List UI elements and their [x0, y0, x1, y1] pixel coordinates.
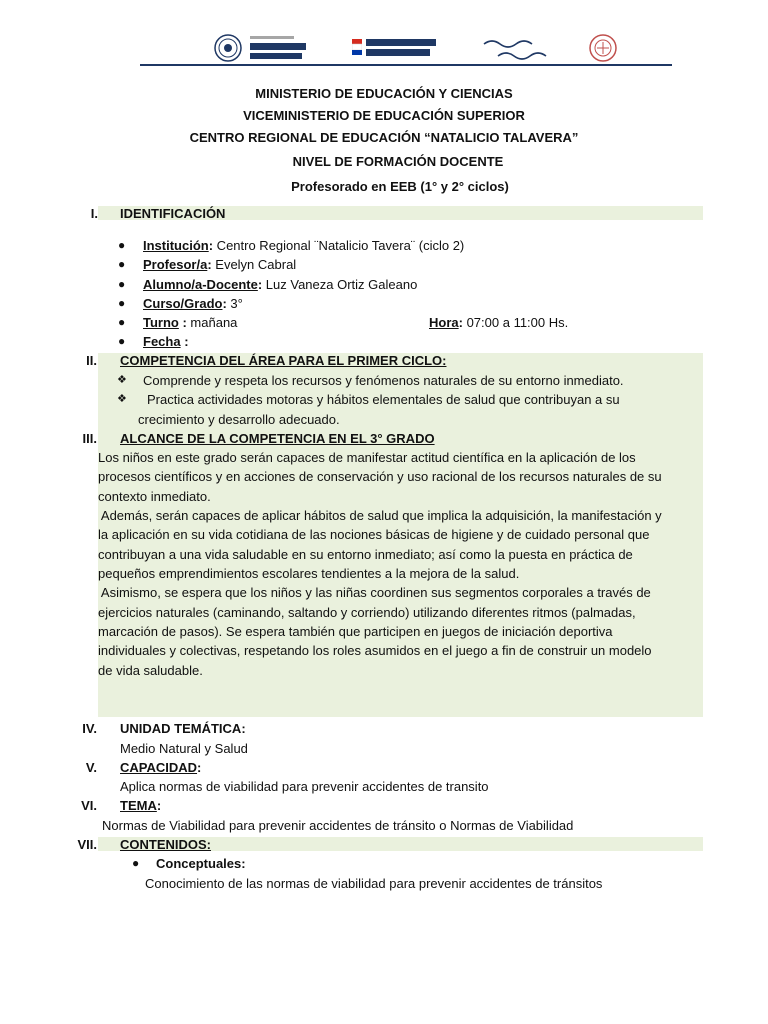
section-7-number: VII.: [77, 837, 97, 852]
paragraph-line: contribuyan a una vida saludable en su entorno inmediato; así como la puesta en práctica de: [98, 547, 633, 562]
header-rule: [140, 64, 672, 66]
section-7-text: Conocimiento de las normas de viabilidad para prevenir accidentes de tránsitos: [145, 876, 603, 891]
item-label: Hora: [429, 315, 459, 330]
title-viceministry: VICEMINISTERIO DE EDUCACIÓN SUPERIOR: [243, 108, 525, 123]
section-7-subheading: Conceptuales:: [156, 856, 246, 871]
paragraph-line: ejercicios naturales (caminando, saltando y corriendo) utilizando diferentes ritmos (palmadas,: [98, 605, 636, 620]
paragraph-line: Los niños en este grado serán capaces de manifestar actitud científica en la aplicación de los: [98, 450, 636, 465]
bullet-icon: ●: [118, 257, 126, 271]
paraguay-seal-icon: [210, 34, 246, 62]
title-profesorado: Profesorado en EEB (1° y 2° ciclos): [291, 179, 509, 194]
bullet-icon: ●: [118, 277, 126, 291]
section-5-text: Aplica normas de viabilidad para prevenir accidentes de transito: [120, 779, 489, 794]
competencia-item-1: Comprende y respeta los recursos y fenómenos naturales de su entorno inmediato.: [143, 373, 624, 388]
section-6-text: Normas de Viabilidad para prevenir accidentes de tránsito o Normas de Viabilidad: [102, 818, 574, 833]
diamond-bullet-icon: ❖: [117, 374, 127, 386]
item-label: Turno: [143, 315, 179, 330]
paragraph-line: de vida saludable.: [98, 663, 203, 678]
section-3-number: III.: [82, 431, 97, 446]
bullet-icon: ●: [118, 334, 126, 348]
item-value: 3°: [226, 296, 243, 311]
institution-seal-icon: [584, 33, 622, 63]
section-7-heading: CONTENIDOS:: [120, 837, 211, 852]
bullet-icon: ●: [118, 238, 126, 252]
hora-field: Hora: 07:00 a 11:00 Hs.: [429, 315, 569, 330]
bullet-icon: ●: [118, 296, 126, 310]
title-nivel: NIVEL DE FORMACIÓN DOCENTE: [292, 154, 504, 169]
bullet-icon: ●: [132, 856, 140, 870]
section-6-number: VI.: [81, 798, 97, 813]
section-5-heading: CAPACIDAD: [120, 760, 198, 775]
item-label: Institución: [143, 238, 209, 253]
item-label: Profesor/a: [143, 257, 208, 272]
item-label: Fecha: [143, 334, 181, 349]
item-value: 07:00 a 11:00 Hs.: [462, 315, 569, 330]
section-1-heading: IDENTIFICACIÓN: [120, 206, 226, 221]
item-value: mañana: [186, 315, 238, 330]
paragraph-line: contexto inmediato.: [98, 489, 211, 504]
flag-icon: [352, 39, 362, 55]
section-4-heading: UNIDAD TEMÁTICA:: [120, 721, 246, 736]
item-label: Alumno/a-Docente: [143, 277, 258, 292]
section-2-heading: COMPETENCIA DEL ÁREA PARA EL PRIMER CICLO:: [120, 353, 447, 368]
section-1-number: I.: [90, 206, 98, 221]
bullet-icon: ●: [118, 315, 126, 329]
title-ministry: MINISTERIO DE EDUCACIÓN Y CIENCIAS: [255, 86, 513, 101]
paragraph-line: pequeños emprendimientos escolares tendientes a la mejora de la salud.: [98, 566, 520, 581]
paragraph-line: marcación de pasos). Se espera también que participen en juegos de iniciación deportiva: [98, 624, 613, 639]
section-3-heading: ALCANCE DE LA COMPETENCIA EN EL 3° GRADO: [120, 431, 435, 446]
item-value: Evelyn Cabral: [211, 257, 297, 272]
section-5-number: V.: [85, 760, 97, 775]
paragraph-line: Además, serán capaces de aplicar hábitos de salud que implica la adquisición, la manifestación y: [98, 508, 662, 523]
item-value: Centro Regional ¨Natalicio Tavera¨ (ciclo 2): [213, 238, 465, 253]
title-centro: CENTRO REGIONAL DE EDUCACIÓN “NATALICIO TALAVERA”: [189, 130, 579, 145]
section-4-number: IV.: [82, 721, 97, 736]
section-4-text: Medio Natural y Salud: [120, 741, 248, 756]
section-6-heading: TEMA: [120, 798, 157, 813]
section-2-number: II.: [86, 353, 97, 368]
paragraph-line: Asimismo, se espera que los niños y las niñas coordinen sus segmentos corporales a través de: [98, 585, 651, 600]
item-label: Curso/Grado: [143, 296, 223, 311]
competencia-item-2-cont: crecimiento y desarrollo adecuado.: [138, 412, 340, 427]
paragraph-line: procesos científicos y en acciones de conservación y uso racional de los recursos naturales de su: [98, 469, 662, 484]
item-value: Luz Vaneza Ortiz Galeano: [262, 277, 418, 292]
competencia-item-2: Practica actividades motoras y hábitos elementales de salud que contribuyan a su: [147, 392, 620, 407]
paragraph-line: individuales y colectivas, respetando los roles asumidos en el juego a fin de construir un modelo: [98, 643, 652, 658]
diamond-bullet-icon: ❖: [117, 393, 127, 405]
paragraph-line: la aplicación en su vida cotidiana de las nociones básicas de higiene y de cuidado personal que: [98, 527, 650, 542]
